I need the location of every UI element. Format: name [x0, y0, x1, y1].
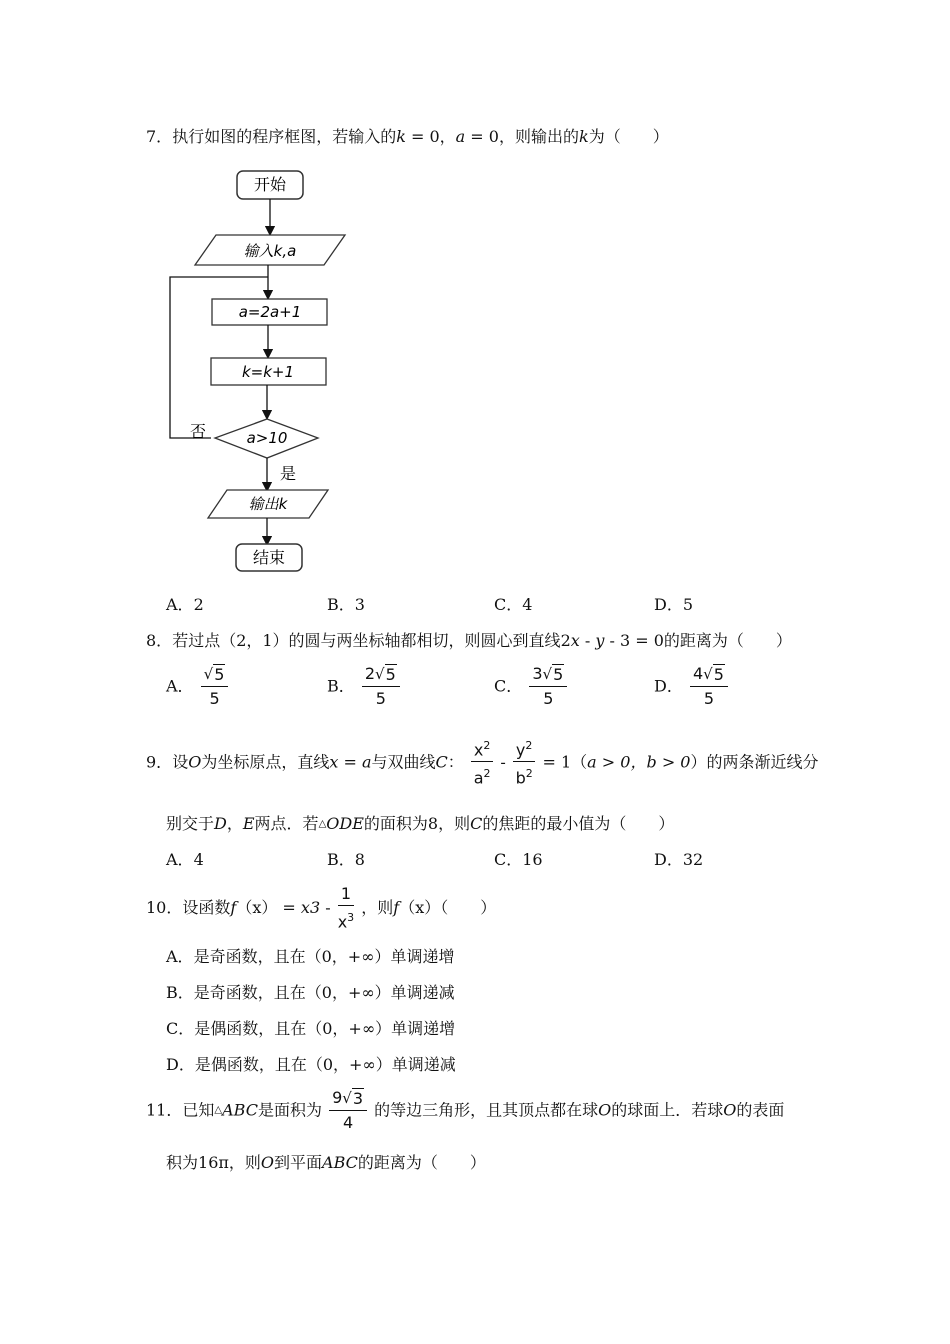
q8-option-d[interactable]: D． 4 √ 5 5 [654, 664, 730, 709]
q8-text-a: 若过点（2，1）的圆与两坐标轴都相切，则圆心到直线 [172, 631, 561, 650]
q9-frac-x: $\frac{x^2}{a^2}$ [471, 736, 493, 789]
q7-k-out: k [579, 127, 589, 146]
q7-eq0b: = 0， [465, 127, 515, 146]
q7-number: 7． [146, 127, 173, 146]
q8-option-b[interactable]: B． 2 √ 5 5 [327, 664, 402, 709]
q7-stem [146, 126, 669, 148]
q10-stem: 10．设函数f（x） = x3 ‐ $\frac{1}{x^3}$ ，则f（x）（ ） [146, 884, 497, 932]
flow-output-label: 输出k [248, 495, 288, 513]
q10-frac: $\frac{1}{x^3}$ [337, 884, 355, 932]
q8-text-b: 的距离为（ ） [663, 631, 792, 650]
flow-step2-label: k=k+1 [241, 363, 295, 381]
q9-option-b[interactable]: B．8 [327, 850, 365, 869]
q10-option-b[interactable]: B．是奇函数，且在（0，+∞）单调递减 [166, 983, 455, 1002]
q9-option-d[interactable]: D．32 [654, 850, 704, 869]
q7-k-var: k [396, 127, 406, 146]
q7-option-c[interactable]: C．4 [494, 595, 533, 614]
q7-option-b[interactable]: B．3 [327, 595, 365, 614]
q7-text-a: 执行如图的程序框图，若输入的 [172, 127, 397, 146]
q9-frac-y: $\frac{y^2}{b^2}$ [513, 736, 535, 789]
q10-option-c[interactable]: C．是偶函数，且在（0，+∞）单调递增 [166, 1019, 456, 1038]
q11-stem-line2: 积为16π，则O到平面ABC的距离为（ ） [166, 1153, 486, 1172]
q8-option-a[interactable]: A． √ 5 5 [166, 664, 230, 709]
q10-option-d[interactable]: D．是偶函数，且在（0，+∞）单调递减 [166, 1055, 456, 1074]
q9-stem-line1: 9．设O为坐标原点，直线x = a与双曲线C： $\frac{x^2}{a^2}$ ‐ $\frac{y^2}{b^2}$ = 1（a > 0，b > 0）的两条渐近线分 [146, 736, 819, 789]
q7-option-d[interactable]: D．5 [654, 595, 694, 614]
q11-frac: 9 √ 3 4 [329, 1088, 367, 1133]
flow-no-label: 否 [190, 422, 207, 441]
flow-step1-label: a=2a+1 [238, 303, 302, 321]
q7-text-c: 为（ ） [588, 127, 669, 146]
q8-number: 8． [146, 631, 173, 650]
flow-end-label: 结束 [252, 548, 286, 567]
q8-option-c[interactable]: C． 3 √ 5 5 [494, 664, 569, 709]
flow-input-label: 输入k,a [243, 242, 297, 260]
q9-option-a[interactable]: A．4 [166, 850, 204, 869]
q8-stem: 8．若过点（2，1）的圆与两坐标轴都相切，则圆心到直线2x ‐ y ‐ 3 = 0的距离为（ ） [146, 631, 792, 650]
q9-stem-line2: 别交于D，E两点．若△ODE的面积为8，则C的焦距的最小值为（ ） [166, 814, 675, 833]
flow-yes-label: 是 [280, 464, 297, 483]
q9-option-c[interactable]: C．16 [494, 850, 543, 869]
q11-stem-line1: 11．已知△ABC是面积为 9 √ 3 4 的等边三角形，且其顶点都在球O的球面上．若球O的表面 [146, 1088, 785, 1132]
q10-option-a[interactable]: A．是奇函数，且在（0，+∞）单调递增 [166, 947, 455, 966]
q7-flowchart [160, 165, 360, 580]
flow-start-label: 开始 [253, 175, 287, 194]
flow-cond-label: a>10 [246, 429, 288, 447]
q7-option-a[interactable]: A．2 [166, 595, 204, 614]
q7-eq0a: = 0， [405, 127, 456, 146]
q7-text-b: 则输出的 [514, 127, 579, 146]
q7-a-var: a [455, 127, 466, 146]
